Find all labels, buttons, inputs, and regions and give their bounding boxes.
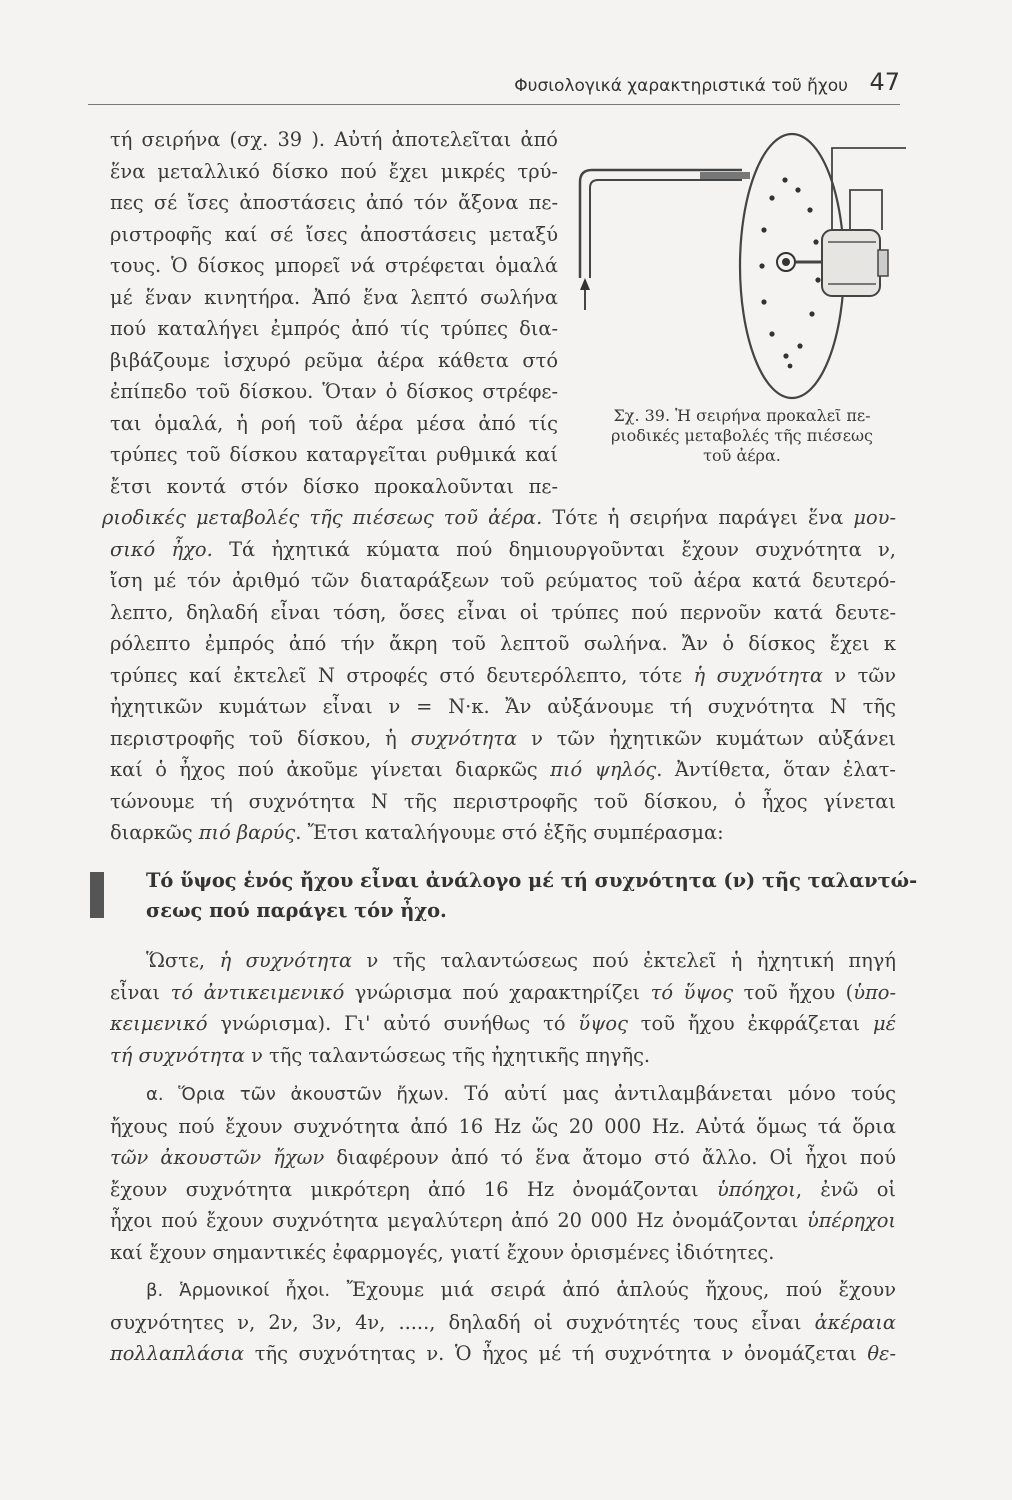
text-run: ἔχουν συχνότητα μικρότερη ἀπό 16 Hz ὀνομάζονται <box>110 1177 717 1201</box>
text-line: λεπτο, δηλαδή εἶναι τόση, ὅσες εἶναι οἱ τρύπες πού περνοῦν κατά δευτε- <box>110 600 896 624</box>
text-run: διαφέρουν ἀπό τό ἕνα ἄτομο στό ἄλλο. Οἱ ἦχοι πού <box>324 1146 896 1169</box>
italic-run: τῶν ἀκουστῶν ἤχων <box>110 1146 325 1169</box>
italic-run: ὑπο- <box>853 980 896 1004</box>
italic-run: συχνότητα <box>410 726 518 750</box>
figure-caption <box>582 406 902 466</box>
caption-line: Σχ. 39. Ἡ σειρήνα προκαλεῖ πε- <box>613 406 871 425</box>
text-line <box>110 723 896 755</box>
text-run: εἶναι <box>110 980 171 1004</box>
italic-run: ριοδικές μεταβολές τῆς πιέσεως τοῦ ἀέρα. <box>102 506 543 529</box>
text-run: γνώρισμα πού χαρακτηρίζει <box>344 980 651 1004</box>
wire <box>832 148 906 230</box>
text-line: ἴση μέ τόν ἀριθμό τῶν διαταράξεων τοῦ ρεύματος τοῦ ἀέρα κατά δευτερό- <box>110 569 896 592</box>
text-line <box>110 1078 896 1111</box>
text-run: γνώρισμα). Γι' αὐτό συνήθως τό <box>207 1012 579 1035</box>
text-line <box>110 754 896 786</box>
text-line: βιβάζουμε ἰσχυρό ρεῦμα ἀέρα κάθετα στό <box>110 348 558 372</box>
text-line <box>110 660 896 692</box>
air-tube <box>580 170 742 278</box>
text-line: μέ ἕναν κινητήρα. Ἀπό ἕνα λεπτό σωλήνα <box>110 285 558 309</box>
italic-run: ὑπέρηχοι <box>807 1209 896 1232</box>
text-run: Τά ἠχητικά κύματα πού δημιουργοῦνται ἔχουν συχνότητα ν, <box>212 537 896 561</box>
italic-run: πολλαπλάσια <box>110 1342 245 1365</box>
text-line: τρύπες τοῦ δίσκου καταργεῖται ρυθμικά καί <box>110 443 558 466</box>
text-line <box>110 1338 896 1370</box>
italic-run: ὕψος <box>578 1012 628 1035</box>
text-run: τῆς συχνότητας ν. Ὁ ἦχος μέ τή συχνότητα ν ὀνομάζεται <box>244 1342 868 1365</box>
text-line <box>110 1205 896 1237</box>
italic-run: τή συχνότητα <box>110 1043 245 1067</box>
caption-line: ριοδικές μεταβολές τῆς πιέσεως <box>610 426 874 445</box>
text-run: ν τῆς ταλαντώσεως τῆς ἠχητικῆς πηγῆς. <box>244 1043 651 1067</box>
text-line <box>110 1142 896 1174</box>
text-line: Τό ὕψος ἑνός ἤχου εἶναι ἀνάλογο μέ τή συχνότητα (ν) τῆς ταλαντώ- <box>146 869 918 892</box>
page-number: 47 <box>869 68 900 96</box>
text-line: ἐπίπεδο τοῦ δίσκου. Ὅταν ὁ δίσκος στρέφε- <box>110 380 558 403</box>
text-line: καί ἔχουν σημαντικές ἐφαρμογές, γιατί ἔχουν ὁρισμένες ἰδιότητες. <box>110 1240 775 1264</box>
italic-run: μέ <box>873 1012 897 1035</box>
running-header <box>88 70 900 105</box>
section-label: α. Ὅρια τῶν ἀκουστῶν ἤχων. <box>146 1084 450 1105</box>
rule-bar <box>90 872 104 918</box>
siren-figure <box>560 130 906 402</box>
text-line: τή σειρήνα (σχ. 39 ). Αὐτή ἀποτελεῖται ἀπό <box>110 128 558 151</box>
italic-run: σικό ἦχο. <box>110 537 213 561</box>
text-run: περιστροφῆς τοῦ δίσκου, ἡ <box>110 726 411 750</box>
text-line: τώνουμε τή συχνότητα N τῆς περιστροφῆς τοῦ δίσκου, ὁ ἦχος γίνεται <box>110 789 896 813</box>
text-run: ἦχοι πού ἔχουν συχνότητα μεγαλύτερη ἀπό 20 000 Hz ὀνομάζονται <box>110 1209 808 1232</box>
text-line <box>110 1040 896 1072</box>
text-line <box>102 502 896 534</box>
text-run: τοῦ ἤχου ἐκφράζεται <box>627 1012 873 1035</box>
text-line: σεως πού παράγει τόν ἦχο. <box>146 899 447 922</box>
italic-run: πιό βαρύς <box>198 821 296 844</box>
italic-run: ἀκέραια <box>814 1310 896 1334</box>
motor <box>822 230 880 296</box>
italic-run: πιό ψηλός <box>550 758 657 781</box>
text-line <box>110 1008 896 1040</box>
text-run: ν τῆς ταλαντώσεως πού ἐκτελεῖ ἡ ἠχητική πηγή <box>352 949 896 972</box>
text-run: καί ὁ ἦχος πού ἀκοῦμε γίνεται διαρκῶς <box>110 758 551 781</box>
italic-run: ἡ συχνότητα <box>219 949 353 972</box>
text-line: ριστροφῆς καί σέ ἴσες ἀποστάσεις μεταξύ <box>110 222 558 246</box>
italic-run: ἡ συχνότητα <box>693 663 823 687</box>
text-run: διαρκῶς <box>110 821 199 844</box>
italic-run: τό ἀντικειμενικό <box>170 980 345 1004</box>
text-line: πού καταλήγει ἐμπρός ἀπό τίς τρύπες δια- <box>110 317 558 340</box>
italic-run: κειμενικό <box>110 1012 208 1035</box>
section-label: β. Ἁρμονικοί ἦχοι. <box>146 1280 331 1301</box>
paragraph-3 <box>110 1078 896 1268</box>
text-line <box>110 1174 896 1206</box>
tube-nozzle <box>700 172 750 179</box>
text-line: ἤχους πού ἔχουν συχνότητα ἀπό 16 Hz ὥς 20 000 Hz. Αὐτά ὅμως τά ὅρια <box>110 1114 896 1138</box>
text-run: συχνότητες ν, 2ν, 3ν, 4ν, ....., δηλαδή οἱ συχνότητές τους εἶναι <box>110 1310 815 1334</box>
text-run: ν τῶν ἠχητικῶν κυμάτων αὐξάνει <box>517 726 896 750</box>
arrow-head <box>580 278 590 290</box>
italic-run: μου- <box>853 506 896 529</box>
text-run: Ὥστε, <box>146 949 220 972</box>
text-line: ρόλεπτο ἐμπρός ἀπό τήν ἄκρη τοῦ λεπτοῦ σωλήνα. Ἄν ὁ δίσκος ἔχει κ <box>110 632 896 655</box>
text-line: ἔτσι κοντά στόν δίσκο προκαλοῦνται πε- <box>110 474 558 498</box>
paragraph-4 <box>110 1274 896 1370</box>
text-line <box>110 1274 896 1307</box>
header-title: Φυσιολογικά χαρακτηριστικά τοῦ ἤχου <box>514 76 848 96</box>
text-line <box>110 817 896 849</box>
text-run: Τό αὐτί μας ἀντιλαμβάνεται μόνο τούς <box>449 1082 896 1105</box>
text-run: ν τῶν <box>822 663 896 687</box>
rule-statement <box>146 866 918 926</box>
text-run: τοῦ ἤχου ( <box>733 980 854 1004</box>
paragraph-1 <box>102 502 896 849</box>
text-run: , ἐνῶ οἱ <box>795 1177 896 1201</box>
text-run: τρύπες καί ἐκτελεῖ N στροφές στό δευτερόλεπτο, τότε <box>110 663 694 687</box>
italic-run: ὑπόηχοι <box>716 1177 796 1201</box>
text-line: ται ὁμαλά, ἡ ροή τοῦ ἀέρα μέσα ἀπό τίς <box>110 411 558 435</box>
text-line: πες σέ ἴσες ἀποστάσεις ἀπό τόν ἄξονα πε- <box>110 191 558 214</box>
italic-run: τό ὕψος <box>650 980 734 1004</box>
paragraph-2 <box>110 945 896 1071</box>
text-line <box>110 945 896 977</box>
text-line: ἠχητικῶν κυμάτων εἶναι ν = N·κ. Ἄν αὐξάνουμε τή συχνότητα N τῆς <box>110 695 896 718</box>
text-line: τους. Ὁ δίσκος μπορεῖ νά στρέφεται ὁμαλά <box>110 254 558 277</box>
italic-run: θε- <box>867 1342 896 1365</box>
text-run: Ἔχουμε μιά σειρά ἀπό ἁπλούς ἤχους, πού ἔχουν <box>330 1278 896 1301</box>
text-line <box>110 534 896 566</box>
text-line: ἕνα μεταλλικό δίσκο πού ἔχει μικρές τρύ- <box>110 159 558 183</box>
caption-line: τοῦ ἀέρα. <box>703 446 781 465</box>
column-text <box>110 124 558 502</box>
text-line <box>110 1307 896 1339</box>
wire <box>850 190 882 230</box>
text-run: Τότε ἡ σειρήνα παράγει ἕνα <box>542 506 854 529</box>
text-run: . Ἔτσι καταλήγουμε στό ἑξῆς συμπέρασμα: <box>295 821 724 844</box>
text-line <box>110 977 896 1009</box>
text-run: . Ἀντίθετα, ὅταν ἐλατ- <box>656 758 896 781</box>
air-tube-inner <box>590 180 742 278</box>
